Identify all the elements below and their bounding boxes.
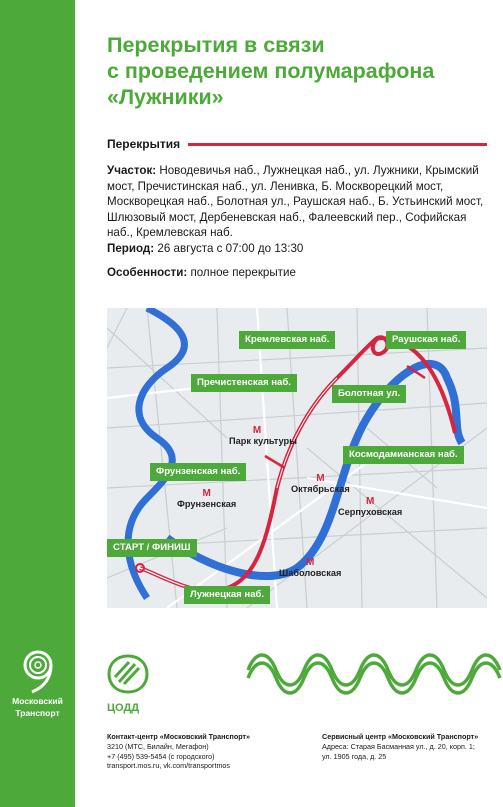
station-label: Октябрьская: [291, 484, 350, 494]
decorative-wave: [246, 650, 503, 700]
contact-center-info: [107, 732, 250, 771]
title-line1: Перекрытия в связи: [107, 33, 325, 57]
label-raushskaya: Раушская наб.: [386, 331, 466, 349]
period-label: Период:: [107, 242, 155, 255]
station-label: Серпуховская: [338, 507, 403, 517]
page-title: [107, 32, 487, 110]
tsodd-logo-icon: [107, 654, 149, 694]
service-address-2: ул. 1905 года, д. 25: [322, 751, 387, 761]
route-map: [107, 308, 487, 608]
station-park-kultury: [229, 425, 297, 446]
metro-icon: М: [365, 496, 375, 507]
section-heading: Перекрытия: [107, 137, 181, 151]
service-title: Сервисный центр «Московский Транспорт»: [322, 732, 479, 741]
metro-icon: М: [252, 425, 262, 436]
nine-logo-icon: [18, 648, 58, 694]
station-shabolovskaya: [279, 558, 341, 578]
label-kosmodamianskaya: Космодамианская наб.: [343, 446, 464, 464]
logo-label-line2: Транспорт: [15, 708, 60, 718]
moscow-transport-logo: [0, 648, 75, 718]
features-label: Особенности:: [107, 266, 188, 279]
metro-icon: М: [202, 488, 211, 499]
label-prechistenskaya: Пречистенская наб.: [191, 374, 297, 392]
features-paragraph: [107, 265, 487, 281]
period-paragraph: [107, 241, 487, 257]
contact-title: Контакт-центр «Московский Транспорт»: [107, 732, 251, 741]
tsodd-label: ЦОДД: [107, 702, 140, 714]
green-sidebar: [0, 0, 75, 807]
features-text: полное перекрытие: [190, 266, 296, 279]
metro-icon: М: [316, 473, 325, 484]
period-text: 26 августа с 07:00 до 13:30: [157, 242, 304, 255]
label-kremlevskaya: Кремлевская наб.: [239, 331, 335, 349]
area-label: Участок:: [107, 164, 157, 177]
station-serpukhovskaya: [338, 497, 402, 517]
logo-label-line1: Московский: [12, 696, 63, 706]
section-divider: [188, 143, 487, 146]
area-text: Новодевичья наб., Лужнецкая наб., ул. Лужники, Крымский мост, Пречистинская наб., ул. Ленивка, Б. Москворецкий мост, Москворецкая наб., Болотная ул., Раушская наб., Б. Устьинский мост, Шлюзовый мост, Дербеневская наб., Фалеевский пер., Софийская наб., Кремлевская наб.: [107, 164, 484, 240]
label-bolotnaya: Болотная ул.: [332, 385, 406, 403]
station-label: Фрунзенская: [177, 499, 237, 509]
title-line3: «Лужники»: [107, 85, 224, 109]
label-frunzenskaya-nab: Фрунзенская наб.: [150, 463, 246, 481]
label-luzhnetskaya: Лужнецкая наб.: [184, 586, 270, 604]
title-line2: с проведением полумарафона: [107, 59, 435, 83]
contact-links[interactable]: transport.mos.ru, vk.com/transportmos: [107, 761, 231, 771]
contact-short-number: 3210 (МТС, Билайн, Мегафон): [107, 741, 209, 751]
service-address-1: Адреса: Старая Басманная ул., д. 20, корп. 1;: [322, 741, 475, 751]
station-oktyabrskaya: [291, 474, 350, 494]
metro-icon: М: [305, 557, 315, 568]
station-label: Шаболовская: [279, 568, 342, 578]
station-frunzenskaya: [177, 489, 236, 509]
label-start-finish: СТАРТ / ФИНИШ: [107, 539, 197, 557]
contact-phone: +7 (495) 539-5454 (с городского): [107, 751, 215, 761]
station-label: Парк культуры: [229, 436, 297, 446]
area-paragraph: [107, 163, 487, 241]
service-center-info: [322, 732, 502, 761]
